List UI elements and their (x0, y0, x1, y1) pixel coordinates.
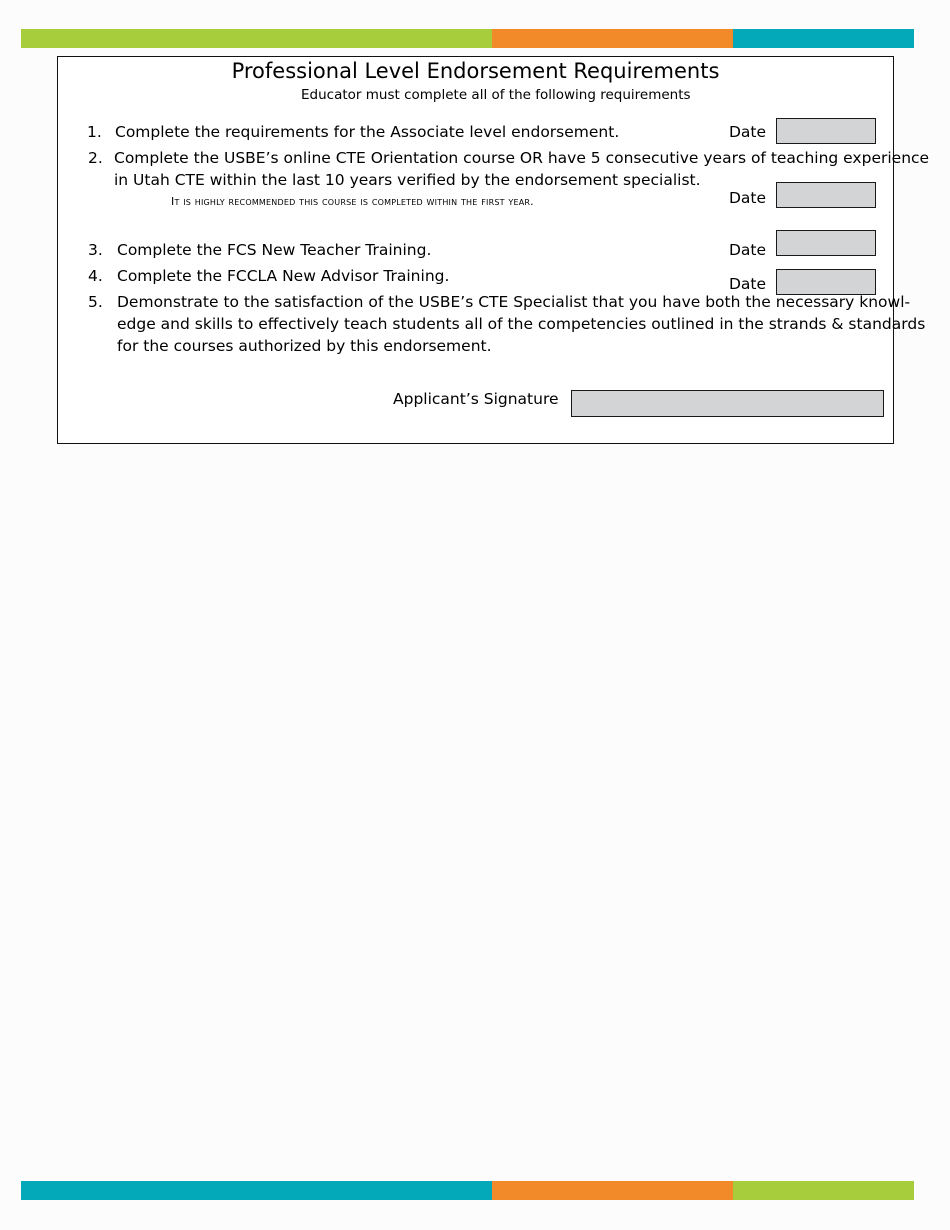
requirement-2-date-label: Date (729, 189, 767, 207)
stripe-teal-segment (733, 29, 914, 48)
requirement-1-date-field[interactable] (776, 118, 876, 144)
requirement-5-text-line-3: for the courses authorized by this endorsement. (117, 337, 492, 355)
signature-label: Applicant’s Signature (393, 390, 559, 408)
stripe-teal-segment (21, 1181, 492, 1200)
form-subtitle: Educator must complete all of the following requirements (301, 87, 691, 103)
requirement-5-text-line-2: edge and skills to effectively teach students all of the competencies outlined in the strands & standards (117, 315, 926, 333)
bottom-color-stripe (21, 1181, 914, 1200)
requirement-3-number: 3. (88, 241, 103, 259)
requirement-2-date-field[interactable] (776, 182, 876, 208)
requirement-5-text-line-1: Demonstrate to the satisfaction of the USBE’s CTE Specialist that you have both the necessary knowl- (117, 293, 911, 311)
form-title: Professional Level Endorsement Requirements (231, 59, 720, 83)
stripe-green-segment (21, 29, 492, 48)
requirement-2-number: 2. (88, 149, 103, 167)
requirement-4-date-label: Date (729, 275, 767, 293)
signature-field[interactable] (571, 390, 884, 417)
requirement-3-date-label: Date (729, 241, 767, 259)
requirement-4-date-field[interactable] (776, 269, 876, 295)
requirement-4-text: Complete the FCCLA New Advisor Training. (117, 267, 450, 285)
requirement-3-date-field[interactable] (776, 230, 876, 256)
stripe-orange-segment (492, 1181, 733, 1200)
requirement-4-number: 4. (88, 267, 103, 285)
requirement-2-text-line-1: Complete the USBE’s online CTE Orientation course OR have 5 consecutive years of teaching experience (114, 149, 930, 167)
requirement-3-text: Complete the FCS New Teacher Training. (117, 241, 432, 259)
top-color-stripe (21, 29, 914, 48)
requirement-5-number: 5. (88, 293, 103, 311)
requirement-1-text: Complete the requirements for the Associate level endorsement. (115, 123, 620, 141)
requirement-1-number: 1. (87, 123, 102, 141)
requirement-2-note: It is highly recommended this course is completed within the first year. (171, 195, 534, 208)
stripe-green-segment (733, 1181, 914, 1200)
requirement-1-date-label: Date (729, 123, 767, 141)
requirements-form (57, 56, 930, 444)
stripe-orange-segment (492, 29, 733, 48)
requirement-2-text-line-2: in Utah CTE within the last 10 years verified by the endorsement specialist. (114, 171, 701, 189)
